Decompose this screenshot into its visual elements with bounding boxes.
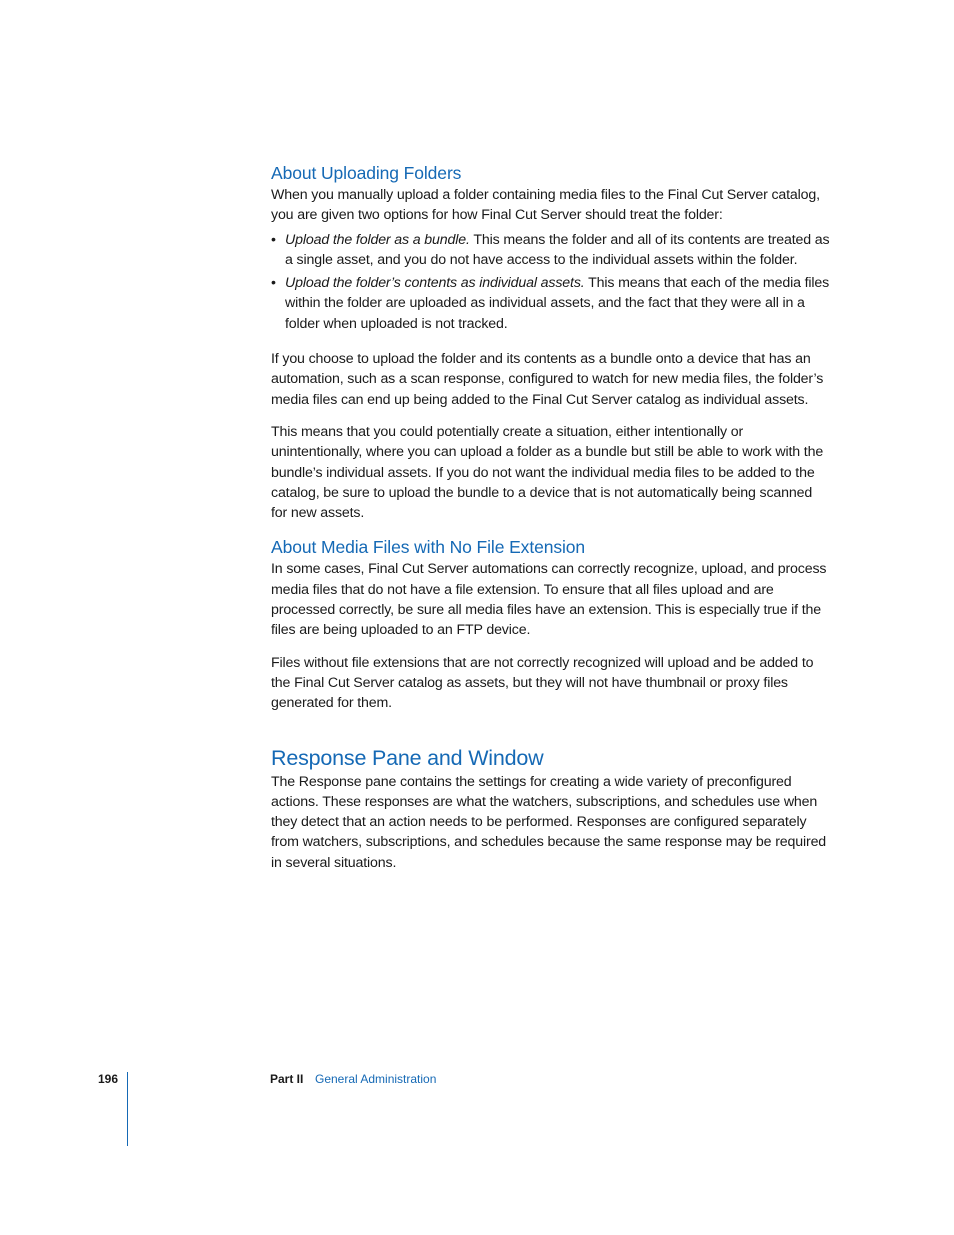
bullet-list-upload-options [271, 230, 831, 334]
bullet-marker: • [271, 231, 276, 248]
bullet-marker: • [271, 275, 276, 292]
section-heading-uploading-folders: About Uploading Folders [271, 163, 462, 183]
page-content [271, 161, 831, 873]
section-heading-no-extension: About Media Files with No File Extension [271, 537, 586, 558]
paragraph-bundle-situation: This means that you could potentially create a situation, either intentionally or unintentionally, where you can upload a folder as a bundle but still be able to work with the bundle’s individual assets. If you do not want the individual media files to be added to the catalog, be sure to upload the bundle to a device that is not automatically being scanned for new assets. [271, 423, 824, 522]
bullet-text-individual-assets: This means that each of the media files within the folder are uploaded as individual assets, and the fact that they were all in a folder when uploaded is not tracked. [285, 275, 830, 332]
page-number: 196 [98, 1072, 119, 1086]
footer-divider [127, 1072, 128, 1146]
paragraph-no-extension-result: Files without file extensions that are not correctly recognized will upload and be added to the Final Cut Server catalog as assets, but they will not have thumbnail or proxy files generated for them. [271, 654, 814, 712]
footer-section-title: General Administration [315, 1072, 437, 1086]
bullet-term-bundle: Upload the folder as a bundle. [285, 231, 470, 248]
bullet-text-bundle: This means the folder and all of its contents are treated as a single asset, and you do not have access to the individual assets within the folder. [285, 231, 830, 268]
bullet-term-individual-assets: Upload the folder’s contents as individual assets. [285, 275, 585, 292]
paragraph-uploading-intro: When you manually upload a folder containing media files to the Final Cut Server catalog, you are given two options for how Final Cut Server should treat the folder: [271, 187, 820, 224]
section-heading-response-pane: Response Pane and Window [271, 745, 544, 770]
footer-part-label: Part II [270, 1072, 304, 1086]
paragraph-no-extension-intro: In some cases, Final Cut Server automations can correctly recognize, upload, and process media files that do not have a file extension. To ensure that all files upload and are processed correctly, be sure all media files have an extension. This is especially true if the files are being uploaded to an FTP device. [271, 561, 827, 639]
paragraph-response-pane: The Response pane contains the settings for creating a wide variety of preconfigured actions. These responses are what the watchers, subscriptions, and schedules use when they detect that an action needs to be performed. Responses are configured separately from watchers, subscriptions, and schedules because the same response may be required in several situations. [271, 773, 827, 871]
paragraph-bundle-automation: If you choose to upload the folder and its contents as a bundle onto a device that has an automation, such as a scan response, configured to watch for new media files, the folder’s media files can end up being added to the Final Cut Server catalog as individual assets. [271, 351, 824, 408]
bullet-item-individual-assets [271, 273, 831, 334]
bullet-item-bundle [271, 230, 831, 271]
